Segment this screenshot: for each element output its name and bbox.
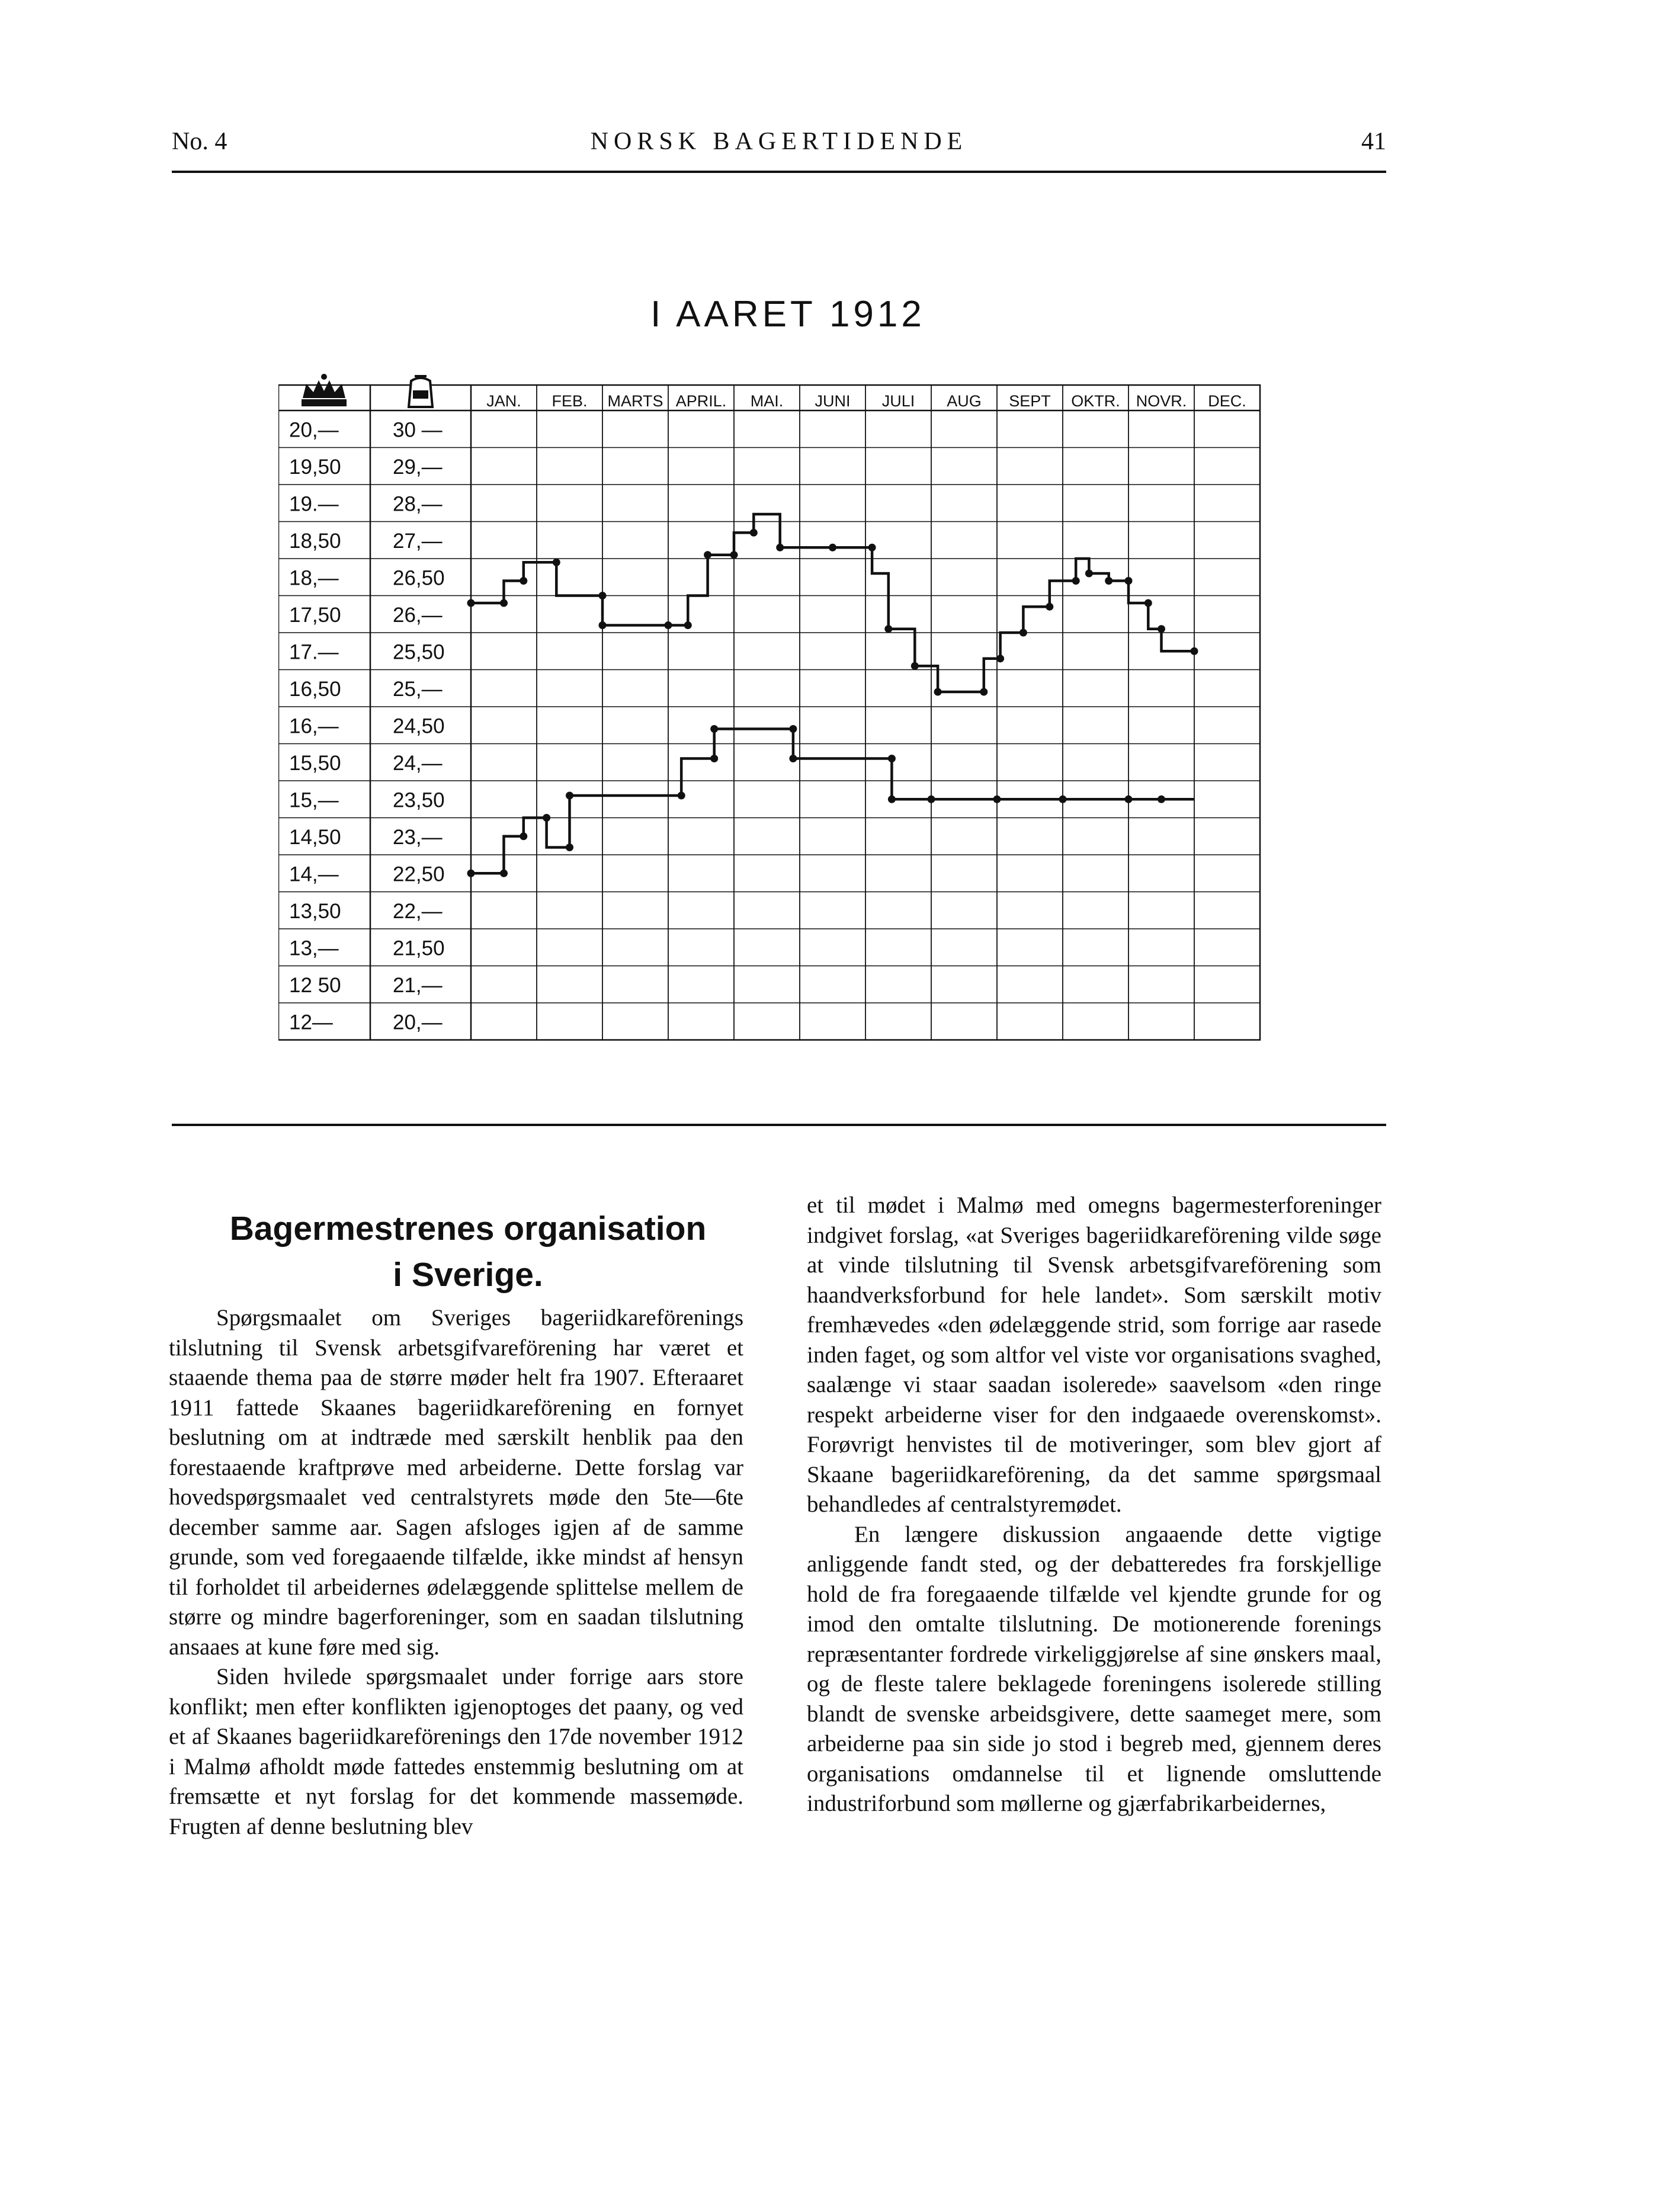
sack-price-label: 23,50 bbox=[393, 788, 445, 812]
crown-price-label: 16,50 bbox=[289, 677, 341, 701]
flour-sack-icon bbox=[409, 376, 432, 407]
crown-orb bbox=[321, 374, 327, 380]
sack-price-label: 25,— bbox=[393, 677, 443, 701]
data-point bbox=[730, 551, 738, 559]
data-point bbox=[520, 577, 527, 585]
crown-price-label: 18,— bbox=[289, 566, 339, 590]
data-point bbox=[520, 832, 527, 840]
crown-price-label: 16,— bbox=[289, 714, 339, 738]
crown-icon bbox=[302, 374, 347, 406]
month-label: MAI. bbox=[750, 392, 784, 410]
crown-price-label: 12 50 bbox=[289, 973, 341, 997]
data-point bbox=[980, 688, 988, 696]
sack-price-label: 24,— bbox=[393, 751, 443, 775]
data-point bbox=[928, 796, 935, 803]
crown-price-label: 15,— bbox=[289, 788, 339, 812]
data-point bbox=[934, 688, 942, 696]
sack-price-label: 26,50 bbox=[393, 566, 445, 590]
sack-price-label: 23,— bbox=[393, 825, 443, 849]
article-column-right bbox=[807, 1191, 1381, 1819]
month-label: NOVR. bbox=[1136, 392, 1187, 410]
crown-price-label: 13,50 bbox=[289, 899, 341, 923]
sack-label bbox=[413, 390, 428, 399]
page-number: 41 bbox=[1361, 128, 1386, 155]
paragraph: En længere diskussion angaaende dette vigtige anliggende fandt sted, og der debatteredes fra forskjellige hold de fra foregaaende tilfælde vel kjendte grunde for og imod den omtalte tilslutning. De motionerende forenings repræsentanter fordrede virkeliggjørelse af sine ønskers maal, og de fleste talere beklagede foreningens isolerede stilling blandt de svenske arbeidsgivere, dette saameget mere, som arbeiderne paa sin side jo stod i begreb med, gjennem deres organisations omdannelse til et lignende omsluttende industriforbund som møllerne og gjærfabrikarbeidernes, bbox=[807, 1521, 1381, 1816]
data-point bbox=[566, 792, 573, 800]
chart-title: I AARET 1912 bbox=[650, 294, 925, 335]
data-point bbox=[1085, 570, 1093, 578]
crown-price-label: 17.— bbox=[289, 640, 339, 664]
month-label: DEC. bbox=[1208, 392, 1246, 410]
sack-price-label: 22,— bbox=[393, 899, 443, 923]
publication-title: NORSK BAGERTIDENDE bbox=[590, 128, 968, 155]
data-point bbox=[884, 625, 892, 633]
paragraph: Spørgsmaalet om Sveriges bageriidkareförenings tilslutning til Svensk arbetsgifvareförening har været et staaende thema paa de større møder helt fra 1907. Efteraaret 1911 fattede Skaanes bageriidkareförening en fornyet beslutning om at indtræde med særskilt henblik paa den forestaaende kraftprøve med arbeiderne. Dette forslag var hovedspørgsmaalet ved centralstyrets møde den 5te—6te december samme aar. Sagen afsloges igjen af de samme grunde, som ved foregaaende tilfælde, ikke mindst af hensyn til forholdet til arbeidernes ødelæggende splittelse mellem de større og mindre bagerforeninger, som en saadan tilslutning ansaaes at kune føre med sig. bbox=[169, 1305, 743, 1660]
data-point bbox=[678, 792, 685, 800]
data-point bbox=[888, 755, 896, 762]
month-label: JAN. bbox=[486, 392, 521, 410]
data-point bbox=[993, 796, 1001, 803]
data-point bbox=[750, 529, 758, 537]
data-point bbox=[553, 559, 560, 566]
data-point bbox=[467, 870, 475, 877]
crown-price-label: 18,50 bbox=[289, 529, 341, 553]
data-point bbox=[911, 662, 919, 670]
data-point bbox=[829, 544, 836, 551]
sack-price-label: 29,— bbox=[393, 455, 443, 479]
month-label: APRIL. bbox=[675, 392, 727, 410]
data-point bbox=[710, 725, 718, 733]
crown-price-label: 15,50 bbox=[289, 751, 341, 775]
data-point bbox=[1019, 629, 1027, 637]
data-point bbox=[665, 621, 672, 629]
data-point bbox=[543, 814, 550, 822]
data-point bbox=[1125, 577, 1133, 585]
data-point bbox=[599, 592, 607, 599]
data-point bbox=[1191, 647, 1198, 655]
running-header bbox=[172, 127, 1386, 169]
month-label: AUG bbox=[947, 392, 982, 410]
crown-price-label: 20,— bbox=[289, 418, 339, 442]
month-label: MARTS bbox=[607, 392, 663, 410]
sack-price-label: 20,— bbox=[393, 1011, 443, 1034]
data-point bbox=[1144, 599, 1152, 607]
data-point bbox=[704, 551, 711, 559]
issue-number: No. 4 bbox=[172, 128, 227, 155]
data-point bbox=[789, 725, 797, 733]
data-point bbox=[1059, 796, 1067, 803]
data-point bbox=[1046, 603, 1053, 611]
sack-price-label: 28,— bbox=[393, 492, 443, 516]
data-point bbox=[868, 544, 876, 551]
crown-body bbox=[303, 380, 345, 398]
data-point bbox=[1125, 796, 1133, 803]
data-point bbox=[500, 870, 508, 877]
data-point bbox=[1158, 796, 1165, 803]
crown-price-label: 17,50 bbox=[289, 603, 341, 627]
month-label: JUNI bbox=[815, 392, 851, 410]
sack-price-label: 26,— bbox=[393, 603, 443, 627]
article-column-left bbox=[169, 1303, 743, 1842]
crown-price-label: 14,50 bbox=[289, 825, 341, 849]
series-line-2 bbox=[471, 729, 1194, 874]
data-point bbox=[467, 599, 475, 607]
price-chart bbox=[278, 355, 1285, 1060]
data-point bbox=[599, 621, 607, 629]
month-label: OKTR. bbox=[1071, 392, 1120, 410]
crown-price-label: 12— bbox=[289, 1011, 333, 1034]
sack-price-label: 27,— bbox=[393, 529, 443, 553]
data-point bbox=[1072, 577, 1080, 585]
crown-price-label: 13,— bbox=[289, 937, 339, 960]
paragraph: Siden hvilede spørgsmaalet under forrige aars store konflikt; men efter konflikten igjenoptoges det paany, og ved et af Skaanes bageriidkareförenings den 17de november 1912 i Malmø afholdt møde fattedes enstemmig beslutning om at fremsætte et nyt forslag for det kommende massemøde. Frugten af denne beslutning blev bbox=[169, 1664, 743, 1839]
sack-price-label: 22,50 bbox=[393, 862, 445, 886]
data-point bbox=[500, 599, 508, 607]
data-point bbox=[888, 796, 896, 803]
month-label: FEB. bbox=[552, 392, 588, 410]
sack-price-label: 30 — bbox=[393, 418, 443, 442]
month-label: JULI bbox=[881, 392, 915, 410]
crown-price-label: 14,— bbox=[289, 862, 339, 886]
data-point bbox=[996, 655, 1004, 662]
sack-price-label: 24,50 bbox=[393, 714, 445, 738]
data-point bbox=[776, 544, 784, 551]
header-rule bbox=[172, 171, 1386, 173]
crown-price-label: 19.— bbox=[289, 492, 339, 516]
crown-price-label: 19,50 bbox=[289, 455, 341, 479]
crown-band bbox=[302, 399, 347, 406]
data-point bbox=[566, 844, 573, 851]
article-heading bbox=[172, 1205, 764, 1298]
section-rule bbox=[172, 1124, 1386, 1126]
month-label: SEPT bbox=[1009, 392, 1051, 410]
article-heading-line-1: Bagermestrenes organisation bbox=[229, 1210, 707, 1248]
data-point bbox=[789, 755, 797, 762]
sack-price-label: 21,— bbox=[393, 973, 443, 997]
data-point bbox=[684, 621, 692, 629]
article-heading-line-2: i Sverige. bbox=[393, 1256, 543, 1294]
series-line-1 bbox=[471, 514, 1194, 692]
data-point bbox=[710, 755, 718, 762]
data-point bbox=[1105, 577, 1112, 585]
data-point bbox=[1158, 625, 1165, 633]
paragraph: et til mødet i Malmø med omegns bagermesterforeninger indgivet forslag, «at Sveriges bageriidkareförening vilde søge at vinde tilslutning til Svensk arbetsgifvareförening som haandverksforbund for hele landet». Som særskilt motiv fremhævedes «den ødelæggende strid, som forrige aar rasede inden faget, og som altfor vel viste vor organisations svaghed, saalænge vi staar saadan isolerede» saavelsom «den ringe respekt arbeiderne viser for den indgaaede overenskomst». Forøvrigt henvistes til de motiveringer, som blev gjort af Skaane bageriidkareförening, da det samme spørgsmaal behandledes af centralstyremødet. bbox=[807, 1192, 1381, 1517]
sack-price-label: 25,50 bbox=[393, 640, 445, 664]
sack-price-label: 21,50 bbox=[393, 937, 445, 960]
